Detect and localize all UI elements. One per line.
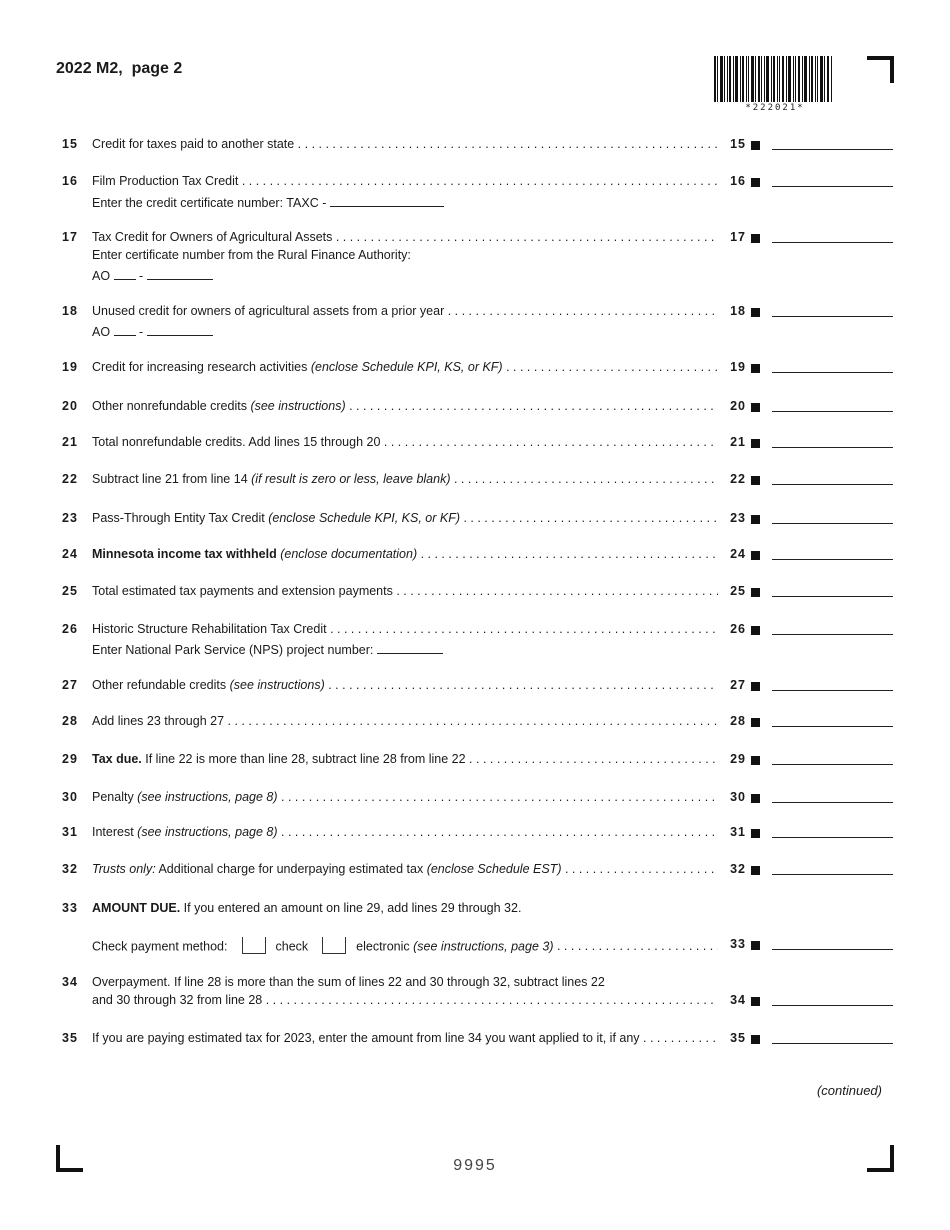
square-marker-icon: [751, 997, 760, 1006]
line-number: 17: [62, 230, 78, 244]
amount-field-23[interactable]: [772, 509, 893, 524]
amount-field-29[interactable]: [772, 750, 893, 765]
box-number: 15: [730, 137, 746, 151]
square-marker-icon: [751, 941, 760, 950]
square-marker-icon: [751, 866, 760, 875]
line-number: 33: [62, 901, 78, 915]
line-label-1: Overpayment. If line 28 is more than the sum of lines 22 and 30 through 32, subtract lines 22: [92, 975, 605, 989]
square-marker-icon: [751, 403, 760, 412]
line-16-certificate: [92, 194, 444, 210]
line-number: 29: [62, 752, 78, 766]
line-number: 27: [62, 678, 78, 692]
ao-prefix-field[interactable]: [114, 323, 136, 336]
line-number: 24: [62, 547, 78, 561]
line-number: 25: [62, 584, 78, 598]
box-number: 19: [730, 360, 746, 374]
amount-field-27[interactable]: [772, 676, 893, 691]
box-number: 29: [730, 752, 746, 766]
box-number: 32: [730, 862, 746, 876]
line-label: Tax due. If line 22 is more than line 28, subtract line 28 from line 22 . . .: [92, 752, 718, 766]
line-label: Interest (see instructions, page 8) . . .: [92, 825, 718, 839]
square-marker-icon: [751, 515, 760, 524]
square-marker-icon: [751, 234, 760, 243]
square-marker-icon: [751, 794, 760, 803]
box-number: 16: [730, 174, 746, 188]
line-label: Trusts only: Additional charge for underpaying estimated tax (enclose Schedule EST) . . .: [92, 862, 718, 876]
ao-prefix-field[interactable]: [114, 267, 136, 280]
line-number: 26: [62, 622, 78, 636]
line-number: 18: [62, 304, 78, 318]
electronic-payment-checkbox[interactable]: [322, 937, 346, 954]
nps-project-number-field[interactable]: [377, 641, 443, 654]
square-marker-icon: [751, 178, 760, 187]
amount-field-32[interactable]: [772, 860, 893, 875]
square-marker-icon: [751, 476, 760, 485]
line-label: Add lines 23 through 27 . . .: [92, 714, 718, 728]
payment-method-label: Check payment method:: [92, 939, 228, 954]
amount-field-24[interactable]: [772, 545, 893, 560]
amount-field-21[interactable]: [772, 433, 893, 448]
line-number: 28: [62, 714, 78, 728]
box-number: 21: [730, 435, 746, 449]
box-number: 20: [730, 399, 746, 413]
square-marker-icon: [751, 756, 760, 765]
line-number: 35: [62, 1031, 78, 1045]
line-label: Film Production Tax Credit . . .: [92, 174, 718, 188]
certificate-label: Enter the credit certificate number: TAXC -: [92, 196, 327, 210]
payment-method-row: Check payment method: check electronic (see instructions, page 3) . . .: [92, 937, 718, 957]
check-payment-checkbox[interactable]: [242, 937, 266, 954]
amount-field-17[interactable]: [772, 228, 893, 243]
line-number: 31: [62, 825, 78, 839]
line-number: 22: [62, 472, 78, 486]
amount-field-30[interactable]: [772, 788, 893, 803]
line-label: Credit for taxes paid to another state . . .: [92, 137, 718, 151]
line-label: Other refundable credits (see instructions) . . .: [92, 678, 718, 692]
page-title: 2022 M2, page 2: [56, 60, 183, 77]
box-number: 24: [730, 547, 746, 561]
line-number: 34: [62, 975, 78, 989]
line-label: Unused credit for owners of agricultural assets from a prior year . . .: [92, 304, 718, 318]
amount-field-28[interactable]: [772, 712, 893, 727]
box-number: 30: [730, 790, 746, 804]
square-marker-icon: [751, 141, 760, 150]
check-option-label: check: [275, 939, 309, 954]
line-number: 21: [62, 435, 78, 449]
line-18-ao-number: AO -: [92, 323, 213, 339]
box-number: 25: [730, 584, 746, 598]
corner-mark-top-right-vertical: [890, 56, 894, 83]
amount-field-20[interactable]: [772, 397, 893, 412]
line-number: 16: [62, 174, 78, 188]
electronic-option-label: electronic: [356, 939, 414, 954]
line-label: Total estimated tax payments and extension payments . . .: [92, 584, 718, 598]
box-number: 35: [730, 1031, 746, 1045]
line-label: AMOUNT DUE. If you entered an amount on line 29, add lines 29 through 32.: [92, 901, 522, 915]
line-label-2: and 30 through 32 from line 28 . . .: [92, 993, 718, 1007]
line-label: Tax Credit for Owners of Agricultural Assets . . .: [92, 230, 718, 244]
square-marker-icon: [751, 682, 760, 691]
square-marker-icon: [751, 626, 760, 635]
form-number: 9995: [453, 1157, 497, 1174]
barcode-text: *222021*: [745, 103, 805, 113]
box-number: 23: [730, 511, 746, 525]
ao-number-field[interactable]: [147, 267, 213, 280]
line-17-ao-number: AO -: [92, 267, 213, 283]
square-marker-icon: [751, 829, 760, 838]
amount-field-33[interactable]: [772, 935, 893, 950]
amount-field-31[interactable]: [772, 823, 893, 838]
square-marker-icon: [751, 308, 760, 317]
square-marker-icon: [751, 364, 760, 373]
amount-field-16[interactable]: [772, 172, 893, 187]
line-17-rfa-label: Enter certificate number from the Rural Finance Authority:: [92, 248, 411, 262]
square-marker-icon: [751, 1035, 760, 1044]
ao-number-field[interactable]: [147, 323, 213, 336]
barcode: [714, 56, 836, 113]
nps-label: Enter National Park Service (NPS) project number:: [92, 643, 374, 657]
line-label: Minnesota income tax withheld (enclose documentation) . . .: [92, 547, 718, 561]
amount-field-18[interactable]: [772, 302, 893, 317]
line-number: 19: [62, 360, 78, 374]
continued-note: (continued): [816, 1083, 882, 1098]
line-26-nps: [92, 641, 443, 657]
line-label: Other nonrefundable credits (see instructions) . . .: [92, 399, 718, 413]
box-number: 22: [730, 472, 746, 486]
line-number: 20: [62, 399, 78, 413]
box-number: 31: [730, 825, 746, 839]
line-label: Credit for increasing research activities (enclose Schedule KPI, KS, or KF) . . .: [92, 360, 718, 374]
box-number: 28: [730, 714, 746, 728]
certificate-number-field[interactable]: [330, 194, 444, 207]
box-number: 33: [730, 937, 746, 951]
box-number: 27: [730, 678, 746, 692]
line-number: 32: [62, 862, 78, 876]
box-number: 26: [730, 622, 746, 636]
box-number: 17: [730, 230, 746, 244]
line-number: 15: [62, 137, 78, 151]
amount-field-25[interactable]: [772, 582, 893, 597]
square-marker-icon: [751, 718, 760, 727]
amount-field-34[interactable]: [772, 991, 893, 1006]
square-marker-icon: [751, 439, 760, 448]
amount-field-26[interactable]: [772, 620, 893, 635]
line-number: 30: [62, 790, 78, 804]
amount-field-19[interactable]: [772, 358, 893, 373]
amount-field-15[interactable]: [772, 135, 893, 150]
line-label: If you are paying estimated tax for 2023, enter the amount from line 34 you want applied to it, if any . . .: [92, 1031, 718, 1045]
amount-field-22[interactable]: [772, 470, 893, 485]
line-label: Subtract line 21 from line 14 (if result is zero or less, leave blank) . . .: [92, 472, 718, 486]
line-label: Penalty (see instructions, page 8) . . .: [92, 790, 718, 804]
barcode-bars-icon: [714, 56, 834, 102]
box-number: 18: [730, 304, 746, 318]
square-marker-icon: [751, 551, 760, 560]
amount-field-35[interactable]: [772, 1029, 893, 1044]
square-marker-icon: [751, 588, 760, 597]
line-number: 23: [62, 511, 78, 525]
line-label: Total nonrefundable credits. Add lines 15 through 20 . . .: [92, 435, 718, 449]
line-label: Pass-Through Entity Tax Credit (enclose Schedule KPI, KS, or KF) . . .: [92, 511, 718, 525]
box-number: 34: [730, 993, 746, 1007]
line-label: Historic Structure Rehabilitation Tax Credit . . .: [92, 622, 718, 636]
